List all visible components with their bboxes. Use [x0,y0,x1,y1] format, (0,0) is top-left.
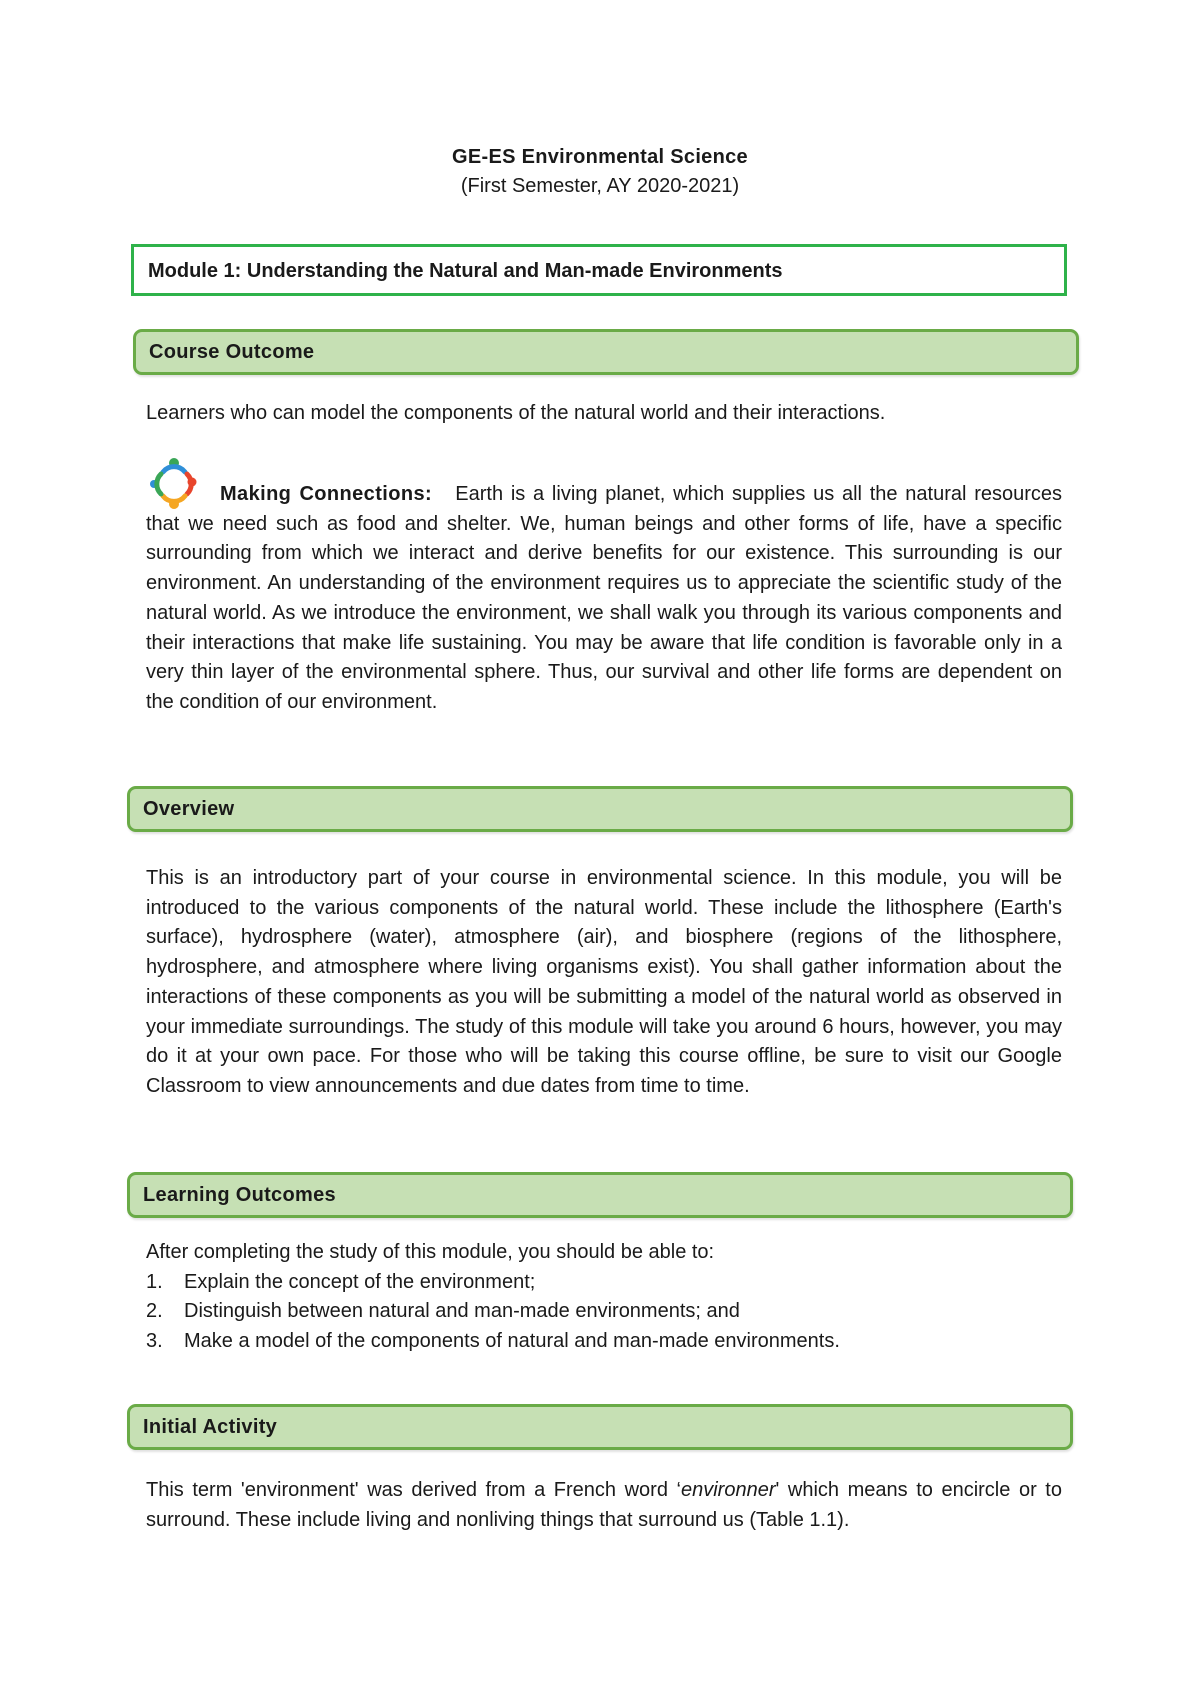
list-item: 3. Make a model of the components of natural and man-made environments. [146,1330,840,1353]
section-heading: Initial Activity [143,1416,278,1438]
section-heading: Learning Outcomes [143,1184,336,1206]
list-item: 2. Distinguish between natural and man-made environments; and [146,1300,740,1323]
learning-outcomes-intro: After completing the study of this module, you should be able to: [146,1241,715,1263]
initial-activity-text: This term 'environment' was derived from a French word ‘environner' which means to encircle or to surround. These include living and nonliving things that surround us (Table 1.1). [146,1479,1062,1531]
document-subtitle: (First Semester, AY 2020-2021) [460,175,740,197]
making-connections-text: Earth is a living planet, which supplies us all the natural resources that we need such as food and shelter. We, human beings and other forms of life, have a specific surrounding from which we interact and derive benefits for our existence. This surrounding is our environment. An understanding of the environment requires us to appreciate the scientific study of the natural world. As we introduce the environment, we shall walk you through its various components and their interactions that make life sustaining. You may be aware that life condition is favorable only in a very thin layer of the environmental sphere. Thus, our survival and other life forms are dependent on the condition of our environment. [146,483,1063,713]
section-header-learning-outcomes [127,1172,1073,1218]
section-header-course-outcome [133,329,1079,375]
making-connections-paragraph [146,480,1062,718]
list-item: 1. Explain the concept of the environment; [146,1270,536,1293]
learning-outcomes-list [146,1238,1062,1357]
module-title: Module 1: Understanding the Natural and Man-made Environments [148,260,783,282]
document-title: GE-ES Environmental Science [452,146,748,168]
section-header-initial-activity [127,1404,1073,1450]
section-heading: Course Outcome [149,341,315,363]
section-heading: Overview [143,798,235,820]
making-connections-label: Making Connections: [220,483,433,505]
course-outcome-text: Learners who can model the components of the natural world and their interactions. [146,402,886,424]
section-header-overview [127,786,1073,832]
overview-text: This is an introductory part of your course in environmental science. In this module, you will be introduced to the various components of the natural world. These include the lithosphere (Earth's surface), hydrosphere (water), atmosphere (air), and biosphere (regions of the lithosphere, hydrosphere, and atmosphere where living organisms exist). You shall gather information about the interactions of these components as you will be submitting a model of the natural world as observed in your immediate surroundings. The study of this module will take you around 6 hours, however, you may do it at your own pace. For those who will be taking this course offline, be sure to visit our Google Classroom to view announcements and due dates from time to time. [146,867,1062,1097]
module-title-box [131,244,1067,296]
